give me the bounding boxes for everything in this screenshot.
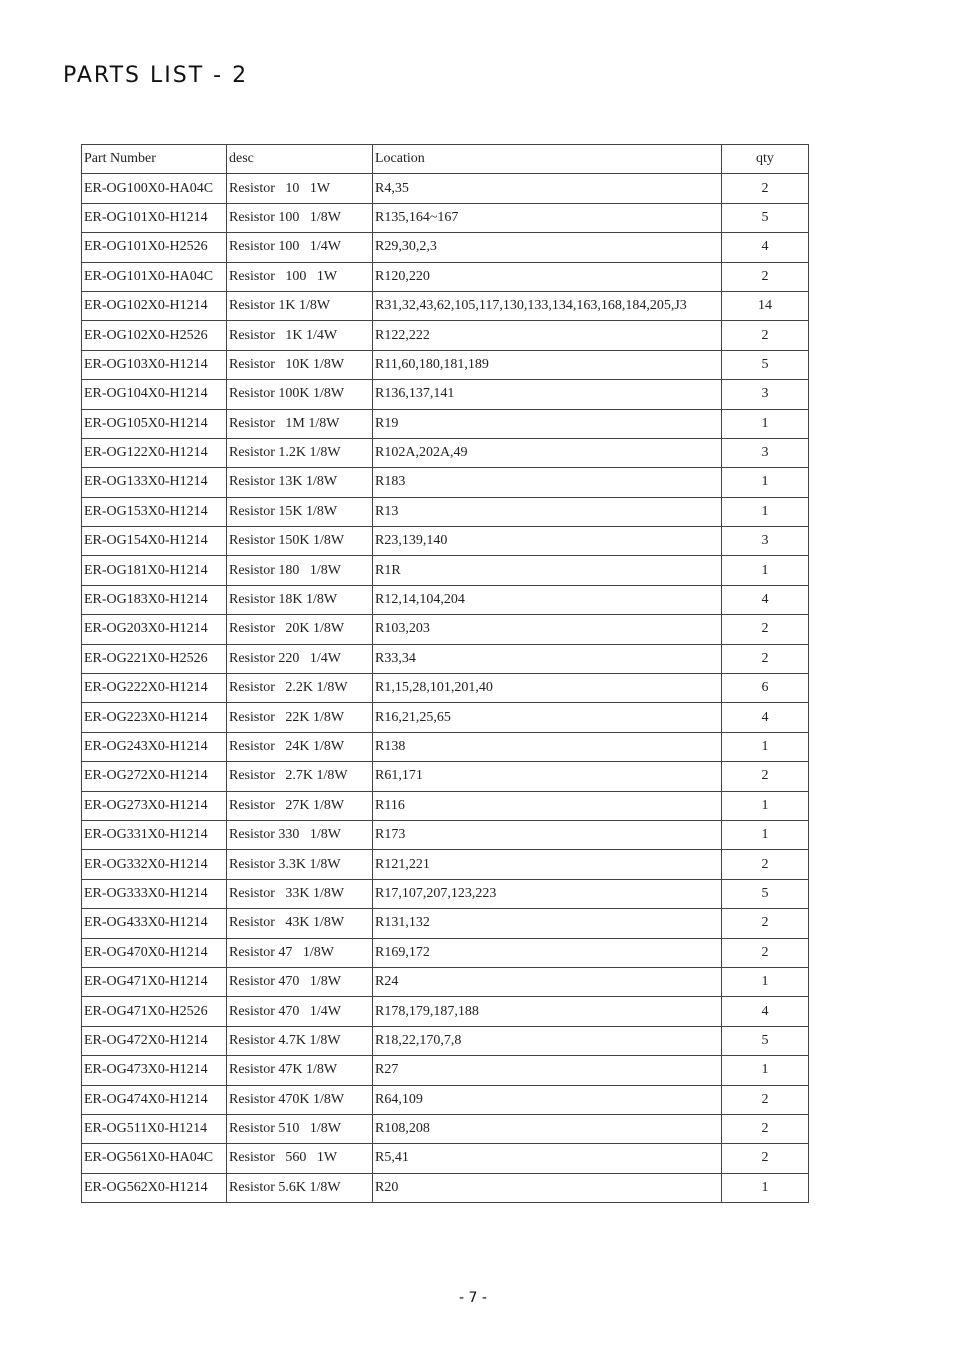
cell-location: R20 [373,1173,722,1202]
cell-location: R178,179,187,188 [373,997,722,1026]
cell-location: R1,15,28,101,201,40 [373,674,722,703]
cell-desc: Resistor 13K 1/8W [227,468,373,497]
cell-location: R135,164~167 [373,203,722,232]
cell-location: R183 [373,468,722,497]
cell-location: R29,30,2,3 [373,233,722,262]
cell-location: R19 [373,409,722,438]
table-row [82,674,809,703]
cell-desc: Resistor 22K 1/8W [227,703,373,732]
parts-table [81,144,809,1203]
table-row [82,967,809,996]
cell-qty: 2 [722,938,809,967]
cell-qty: 2 [722,1114,809,1143]
cell-location: R103,203 [373,615,722,644]
cell-part-number: ER-OG101X0-H1214 [82,203,227,232]
cell-qty: 2 [722,174,809,203]
table-row [82,938,809,967]
cell-location: R102A,202A,49 [373,438,722,467]
cell-desc: Resistor 220 1/4W [227,644,373,673]
cell-location: R1R [373,556,722,585]
cell-desc: Resistor 1.2K 1/8W [227,438,373,467]
cell-desc: Resistor 470 1/4W [227,997,373,1026]
cell-desc: Resistor 510 1/8W [227,1114,373,1143]
cell-qty: 5 [722,350,809,379]
table-row [82,321,809,350]
cell-qty: 4 [722,997,809,1026]
cell-location: R33,34 [373,644,722,673]
cell-qty: 1 [722,791,809,820]
table-row [82,732,809,761]
table-row [82,762,809,791]
table-row [82,1114,809,1143]
table-row [82,468,809,497]
cell-desc: Resistor 150K 1/8W [227,527,373,556]
cell-qty: 1 [722,497,809,526]
table-row [82,820,809,849]
cell-qty: 1 [722,556,809,585]
cell-part-number: ER-OG472X0-H1214 [82,1026,227,1055]
cell-location: R120,220 [373,262,722,291]
table-row [82,585,809,614]
cell-desc: Resistor 3.3K 1/8W [227,850,373,879]
cell-qty: 3 [722,380,809,409]
table-row [82,1056,809,1085]
cell-qty: 1 [722,967,809,996]
table-row [82,262,809,291]
cell-location: R4,35 [373,174,722,203]
table-row [82,556,809,585]
cell-desc: Resistor 1K 1/8W [227,291,373,320]
cell-location: R11,60,180,181,189 [373,350,722,379]
cell-part-number: ER-OG153X0-H1214 [82,497,227,526]
cell-desc: Resistor 47K 1/8W [227,1056,373,1085]
header-qty: qty [722,145,809,174]
cell-qty: 2 [722,262,809,291]
cell-part-number: ER-OG221X0-H2526 [82,644,227,673]
cell-location: R116 [373,791,722,820]
cell-desc: Resistor 100 1/4W [227,233,373,262]
cell-qty: 2 [722,644,809,673]
cell-part-number: ER-OG102X0-H2526 [82,321,227,350]
cell-qty: 3 [722,527,809,556]
table-row [82,1173,809,1202]
cell-part-number: ER-OG473X0-H1214 [82,1056,227,1085]
table-row [82,233,809,262]
cell-part-number: ER-OG474X0-H1214 [82,1085,227,1114]
cell-location: R13 [373,497,722,526]
table-row [82,1026,809,1055]
cell-part-number: ER-OG103X0-H1214 [82,350,227,379]
table-row [82,438,809,467]
table-row [82,703,809,732]
table-body [82,174,809,1203]
cell-part-number: ER-OG470X0-H1214 [82,938,227,967]
cell-desc: Resistor 1M 1/8W [227,409,373,438]
table-row [82,527,809,556]
cell-qty: 5 [722,1026,809,1055]
cell-desc: Resistor 15K 1/8W [227,497,373,526]
cell-desc: Resistor 43K 1/8W [227,909,373,938]
cell-part-number: ER-OG333X0-H1214 [82,879,227,908]
cell-desc: Resistor 27K 1/8W [227,791,373,820]
table-row [82,1144,809,1173]
cell-location: R12,14,104,204 [373,585,722,614]
cell-part-number: ER-OG433X0-H1214 [82,909,227,938]
cell-part-number: ER-OG101X0-H2526 [82,233,227,262]
cell-part-number: ER-OG102X0-H1214 [82,291,227,320]
table-row [82,350,809,379]
cell-desc: Resistor 100 1/8W [227,203,373,232]
cell-qty: 2 [722,615,809,644]
cell-location: R138 [373,732,722,761]
cell-desc: Resistor 100K 1/8W [227,380,373,409]
cell-desc: Resistor 33K 1/8W [227,879,373,908]
cell-location: R17,107,207,123,223 [373,879,722,908]
cell-location: R108,208 [373,1114,722,1143]
cell-qty: 6 [722,674,809,703]
cell-location: R169,172 [373,938,722,967]
cell-location: R131,132 [373,909,722,938]
cell-part-number: ER-OG104X0-H1214 [82,380,227,409]
table-row [82,615,809,644]
page-number: - 7 - [459,1290,487,1306]
table-row [82,497,809,526]
table-row [82,644,809,673]
cell-part-number: ER-OG562X0-H1214 [82,1173,227,1202]
cell-desc: Resistor 5.6K 1/8W [227,1173,373,1202]
cell-desc: Resistor 100 1W [227,262,373,291]
cell-qty: 4 [722,233,809,262]
table-row [82,380,809,409]
table-row [82,174,809,203]
cell-location: R5,41 [373,1144,722,1173]
cell-part-number: ER-OG243X0-H1214 [82,732,227,761]
cell-desc: Resistor 4.7K 1/8W [227,1026,373,1055]
cell-qty: 3 [722,438,809,467]
table-row [82,879,809,908]
cell-desc: Resistor 560 1W [227,1144,373,1173]
cell-qty: 2 [722,1144,809,1173]
table-row [82,791,809,820]
cell-desc: Resistor 24K 1/8W [227,732,373,761]
cell-qty: 1 [722,409,809,438]
cell-location: R27 [373,1056,722,1085]
cell-qty: 1 [722,1056,809,1085]
cell-location: R136,137,141 [373,380,722,409]
cell-qty: 4 [722,585,809,614]
header-location: Location [373,145,722,174]
cell-location: R16,21,25,65 [373,703,722,732]
cell-location: R18,22,170,7,8 [373,1026,722,1055]
cell-qty: 14 [722,291,809,320]
cell-qty: 2 [722,321,809,350]
cell-desc: Resistor 180 1/8W [227,556,373,585]
cell-part-number: ER-OG511X0-H1214 [82,1114,227,1143]
cell-part-number: ER-OG561X0-HA04C [82,1144,227,1173]
cell-desc: Resistor 2.7K 1/8W [227,762,373,791]
cell-part-number: ER-OG105X0-H1214 [82,409,227,438]
cell-qty: 5 [722,879,809,908]
cell-location: R24 [373,967,722,996]
cell-location: R23,139,140 [373,527,722,556]
cell-part-number: ER-OG154X0-H1214 [82,527,227,556]
cell-location: R122,222 [373,321,722,350]
table-row [82,850,809,879]
table-row [82,203,809,232]
cell-part-number: ER-OG183X0-H1214 [82,585,227,614]
cell-qty: 1 [722,468,809,497]
cell-part-number: ER-OG273X0-H1214 [82,791,227,820]
table-row [82,997,809,1026]
header-part-number: Part Number [82,145,227,174]
cell-desc: Resistor 470 1/8W [227,967,373,996]
cell-qty: 2 [722,909,809,938]
cell-part-number: ER-OG332X0-H1214 [82,850,227,879]
cell-part-number: ER-OG331X0-H1214 [82,820,227,849]
cell-desc: Resistor 470K 1/8W [227,1085,373,1114]
cell-part-number: ER-OG223X0-H1214 [82,703,227,732]
cell-part-number: ER-OG222X0-H1214 [82,674,227,703]
cell-part-number: ER-OG272X0-H1214 [82,762,227,791]
cell-location: R121,221 [373,850,722,879]
cell-part-number: ER-OG203X0-H1214 [82,615,227,644]
cell-desc: Resistor 47 1/8W [227,938,373,967]
cell-part-number: ER-OG471X0-H1214 [82,967,227,996]
cell-qty: 1 [722,820,809,849]
cell-desc: Resistor 10K 1/8W [227,350,373,379]
cell-desc: Resistor 20K 1/8W [227,615,373,644]
cell-qty: 2 [722,850,809,879]
cell-qty: 4 [722,703,809,732]
cell-qty: 5 [722,203,809,232]
cell-location: R61,171 [373,762,722,791]
table-row [82,1085,809,1114]
table-row [82,409,809,438]
cell-desc: Resistor 10 1W [227,174,373,203]
cell-qty: 1 [722,1173,809,1202]
cell-part-number: ER-OG471X0-H2526 [82,997,227,1026]
table-row [82,291,809,320]
cell-location: R31,32,43,62,105,117,130,133,134,163,168,184,205,J3 [373,291,722,320]
page-title: PARTS LIST - 2 [63,63,249,88]
table-header-row [82,145,809,174]
cell-qty: 2 [722,762,809,791]
cell-desc: Resistor 2.2K 1/8W [227,674,373,703]
cell-location: R173 [373,820,722,849]
cell-part-number: ER-OG133X0-H1214 [82,468,227,497]
cell-qty: 1 [722,732,809,761]
cell-desc: Resistor 1K 1/4W [227,321,373,350]
cell-location: R64,109 [373,1085,722,1114]
cell-desc: Resistor 18K 1/8W [227,585,373,614]
cell-part-number: ER-OG101X0-HA04C [82,262,227,291]
cell-part-number: ER-OG122X0-H1214 [82,438,227,467]
header-desc: desc [227,145,373,174]
table-row [82,909,809,938]
cell-qty: 2 [722,1085,809,1114]
cell-part-number: ER-OG100X0-HA04C [82,174,227,203]
cell-desc: Resistor 330 1/8W [227,820,373,849]
cell-part-number: ER-OG181X0-H1214 [82,556,227,585]
